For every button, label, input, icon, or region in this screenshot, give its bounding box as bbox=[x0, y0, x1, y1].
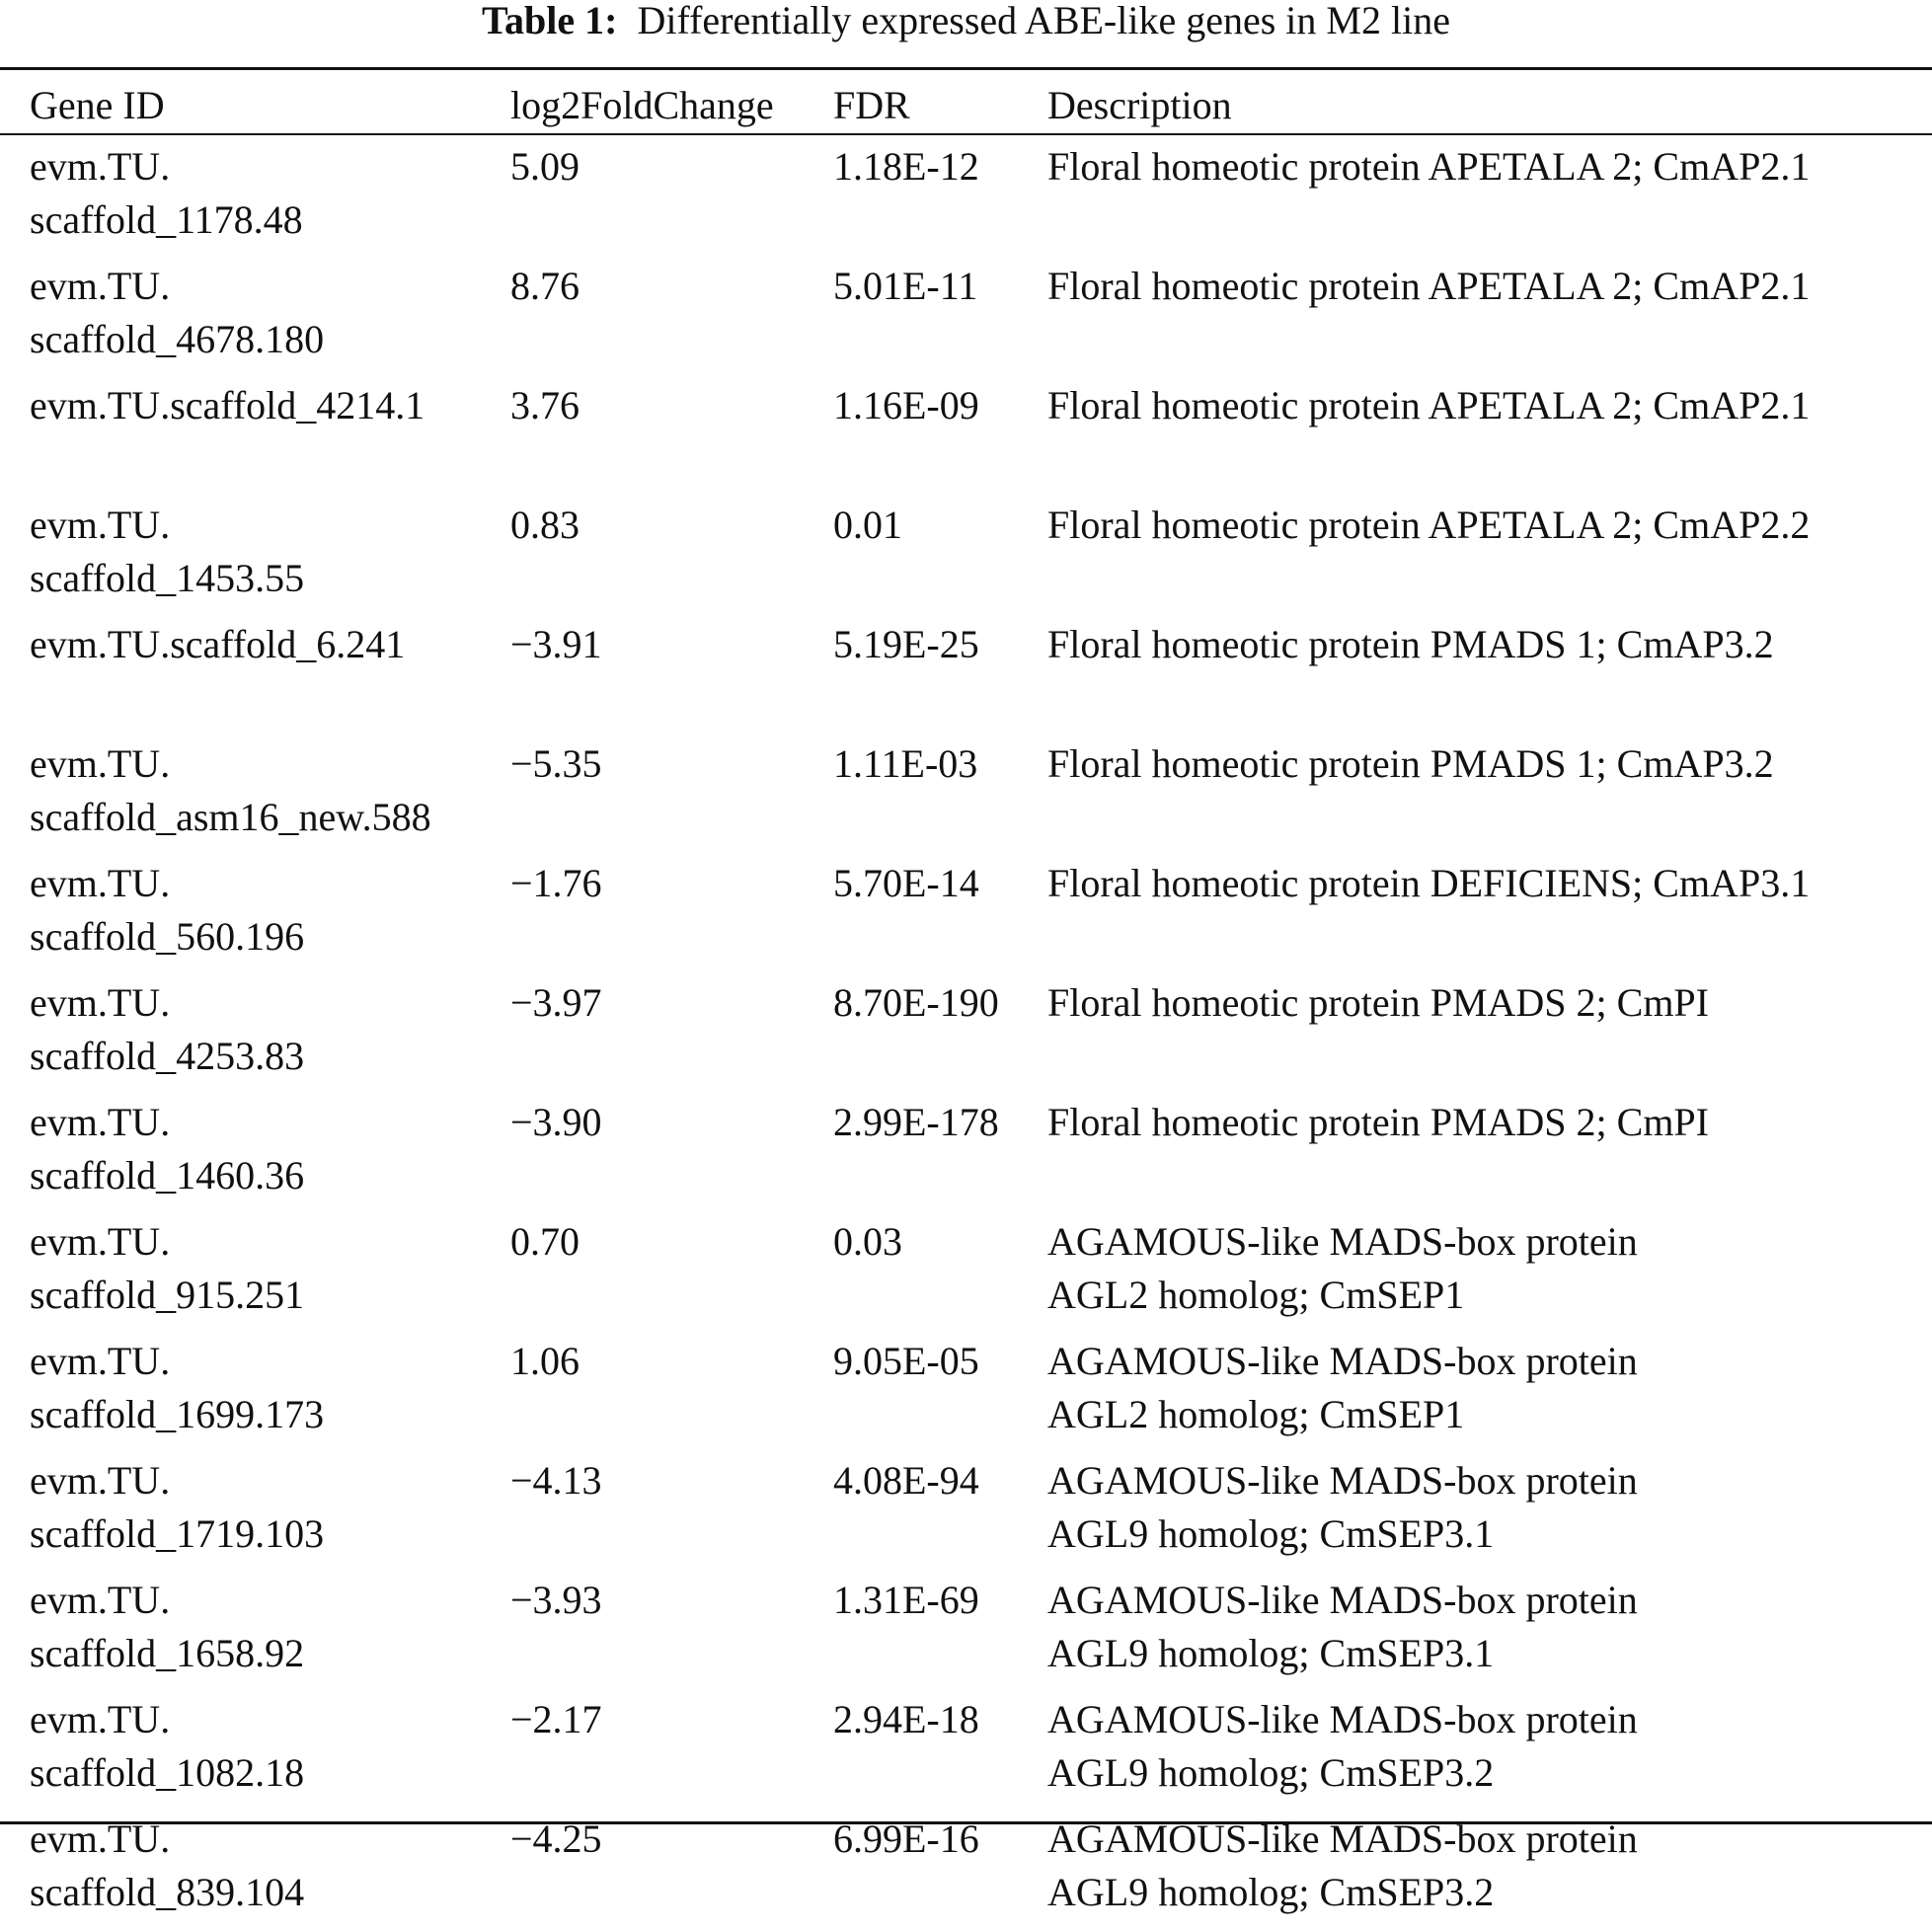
cell-gene-id bbox=[30, 857, 510, 976]
gene-id-line: scaffold_4678.180 bbox=[30, 317, 325, 361]
table-caption-text: Differentially expressed ABE-like genes in M2 line bbox=[637, 0, 1450, 42]
cell-description bbox=[1047, 140, 1925, 260]
cell-description bbox=[1047, 1454, 1925, 1574]
gene-id-line: evm.TU. bbox=[30, 1458, 171, 1503]
gene-id-line: evm.TU. bbox=[30, 1816, 171, 1861]
description-line: AGL9 homolog; CmSEP3.2 bbox=[1047, 1750, 1495, 1795]
cell-fdr: 4.08E-94 bbox=[833, 1458, 979, 1503]
cell-fdr: 1.11E-03 bbox=[833, 741, 978, 786]
cell-fdr: 0.01 bbox=[833, 502, 902, 547]
table-row bbox=[30, 1335, 1925, 1454]
cell-gene-id bbox=[30, 379, 510, 499]
description-line: Floral homeotic protein PMADS 2; CmPI bbox=[1047, 1100, 1709, 1144]
gene-id-line: evm.TU.scaffold_4214.1 bbox=[30, 383, 425, 427]
description-line: AGAMOUS-like MADS-box protein bbox=[1047, 1816, 1638, 1861]
cell-fdr: 8.70E-190 bbox=[833, 980, 999, 1025]
cell-gene-id bbox=[30, 140, 510, 260]
gene-id-line: scaffold_1699.173 bbox=[30, 1392, 325, 1436]
cell-fdr: 9.05E-05 bbox=[833, 1339, 979, 1383]
gene-id-line: evm.TU. bbox=[30, 741, 171, 786]
description-line: Floral homeotic protein PMADS 1; CmAP3.2 bbox=[1047, 622, 1774, 666]
cell-fdr: 0.03 bbox=[833, 1219, 902, 1264]
cell-log2foldchange: −1.76 bbox=[510, 861, 602, 905]
gene-id-line: scaffold_4253.83 bbox=[30, 1034, 305, 1078]
gene-id-line: evm.TU. bbox=[30, 1219, 171, 1264]
gene-id-line: evm.TU. bbox=[30, 1697, 171, 1741]
gene-id-line: scaffold_1178.48 bbox=[30, 197, 303, 242]
description-line: AGAMOUS-like MADS-box protein bbox=[1047, 1578, 1638, 1622]
table-row bbox=[30, 737, 1925, 857]
table-header-row bbox=[30, 79, 1925, 140]
gene-id-line: scaffold_asm16_new.588 bbox=[30, 795, 431, 839]
cell-description bbox=[1047, 1096, 1925, 1215]
column-header-log2foldchange: log2FoldChange bbox=[510, 83, 774, 127]
cell-log2foldchange: 0.70 bbox=[510, 1219, 580, 1264]
cell-description bbox=[1047, 857, 1925, 976]
cell-log2foldchange: −3.93 bbox=[510, 1578, 602, 1622]
cell-gene-id bbox=[30, 1454, 510, 1574]
cell-log2foldchange: −2.17 bbox=[510, 1697, 602, 1741]
cell-log2foldchange: −4.13 bbox=[510, 1458, 602, 1503]
cell-fdr: 1.18E-12 bbox=[833, 144, 979, 189]
cell-fdr: 1.31E-69 bbox=[833, 1578, 979, 1622]
description-line: AGL9 homolog; CmSEP3.1 bbox=[1047, 1631, 1495, 1675]
cell-fdr: 5.70E-14 bbox=[833, 861, 979, 905]
description-line: AGL2 homolog; CmSEP1 bbox=[1047, 1392, 1465, 1436]
cell-log2foldchange: −5.35 bbox=[510, 741, 602, 786]
gene-id-line: evm.TU. bbox=[30, 980, 171, 1025]
table-row bbox=[30, 1693, 1925, 1813]
table-row bbox=[30, 260, 1925, 379]
cell-log2foldchange: −3.90 bbox=[510, 1100, 602, 1144]
cell-description bbox=[1047, 618, 1925, 737]
table-row bbox=[30, 1215, 1925, 1335]
gene-id-line: scaffold_915.251 bbox=[30, 1273, 305, 1317]
gene-id-line: scaffold_839.104 bbox=[30, 1870, 305, 1914]
cell-gene-id bbox=[30, 1215, 510, 1335]
cell-gene-id bbox=[30, 1813, 510, 1932]
table-row bbox=[30, 857, 1925, 976]
cell-gene-id bbox=[30, 1693, 510, 1813]
cell-gene-id bbox=[30, 1574, 510, 1693]
description-line: AGL2 homolog; CmSEP1 bbox=[1047, 1273, 1465, 1317]
cell-description bbox=[1047, 1693, 1925, 1813]
description-line: AGAMOUS-like MADS-box protein bbox=[1047, 1339, 1638, 1383]
gene-id-line: evm.TU. bbox=[30, 1578, 171, 1622]
cell-fdr: 6.99E-16 bbox=[833, 1816, 979, 1861]
cell-description bbox=[1047, 1574, 1925, 1693]
cell-log2foldchange: −3.91 bbox=[510, 622, 602, 666]
gene-id-line: evm.TU.scaffold_6.241 bbox=[30, 622, 406, 666]
gene-id-line: scaffold_1719.103 bbox=[30, 1511, 325, 1556]
description-line: AGL9 homolog; CmSEP3.2 bbox=[1047, 1870, 1495, 1914]
description-line: Floral homeotic protein APETALA 2; CmAP2.1 bbox=[1047, 144, 1811, 189]
description-line: Floral homeotic protein DEFICIENS; CmAP3.1 bbox=[1047, 861, 1811, 905]
table-row bbox=[30, 1454, 1925, 1574]
cell-description bbox=[1047, 737, 1925, 857]
gene-id-line: evm.TU. bbox=[30, 1100, 171, 1144]
table-row bbox=[30, 618, 1925, 737]
cell-description bbox=[1047, 976, 1925, 1096]
description-line: Floral homeotic protein APETALA 2; CmAP2.1 bbox=[1047, 264, 1811, 308]
description-line: AGL9 homolog; CmSEP3.1 bbox=[1047, 1511, 1495, 1556]
gene-id-line: scaffold_560.196 bbox=[30, 914, 305, 959]
cell-description bbox=[1047, 1335, 1925, 1454]
cell-log2foldchange: 8.76 bbox=[510, 264, 580, 308]
table-row bbox=[30, 1574, 1925, 1693]
cell-log2foldchange: −3.97 bbox=[510, 980, 602, 1025]
cell-description bbox=[1047, 379, 1925, 499]
gene-id-line: evm.TU. bbox=[30, 1339, 171, 1383]
table-caption bbox=[0, 0, 1932, 45]
cell-description bbox=[1047, 260, 1925, 379]
column-header-fdr: FDR bbox=[833, 83, 910, 127]
cell-gene-id bbox=[30, 260, 510, 379]
cell-log2foldchange: −4.25 bbox=[510, 1816, 602, 1861]
gene-id-line: evm.TU. bbox=[30, 861, 171, 905]
table-row bbox=[30, 1096, 1925, 1215]
cell-log2foldchange: 1.06 bbox=[510, 1339, 580, 1383]
cell-description bbox=[1047, 1813, 1925, 1932]
description-line: Floral homeotic protein APETALA 2; CmAP2.1 bbox=[1047, 383, 1811, 427]
gene-expression-table bbox=[30, 79, 1925, 1932]
cell-gene-id bbox=[30, 1096, 510, 1215]
description-line: Floral homeotic protein PMADS 1; CmAP3.2 bbox=[1047, 741, 1774, 786]
column-header-gene-id: Gene ID bbox=[30, 83, 165, 127]
gene-id-line: evm.TU. bbox=[30, 144, 171, 189]
cell-fdr: 5.01E-11 bbox=[833, 264, 978, 308]
gene-id-line: scaffold_1658.92 bbox=[30, 1631, 305, 1675]
column-header-description: Description bbox=[1047, 83, 1232, 127]
gene-id-line: scaffold_1453.55 bbox=[30, 556, 305, 600]
description-line: AGAMOUS-like MADS-box protein bbox=[1047, 1219, 1638, 1264]
cell-gene-id bbox=[30, 976, 510, 1096]
description-line: Floral homeotic protein PMADS 2; CmPI bbox=[1047, 980, 1709, 1025]
cell-log2foldchange: 3.76 bbox=[510, 383, 580, 427]
table-caption-label: Table 1: bbox=[482, 0, 618, 42]
cell-description bbox=[1047, 499, 1925, 618]
table-row bbox=[30, 1813, 1925, 1932]
cell-gene-id bbox=[30, 737, 510, 857]
table-row bbox=[30, 379, 1925, 499]
cell-log2foldchange: 0.83 bbox=[510, 502, 580, 547]
cell-gene-id bbox=[30, 1335, 510, 1454]
gene-id-line: scaffold_1460.36 bbox=[30, 1153, 305, 1198]
cell-fdr: 5.19E-25 bbox=[833, 622, 979, 666]
description-line: AGAMOUS-like MADS-box protein bbox=[1047, 1697, 1638, 1741]
cell-description bbox=[1047, 1215, 1925, 1335]
gene-id-line: scaffold_1082.18 bbox=[30, 1750, 305, 1795]
table-body bbox=[30, 140, 1925, 1932]
description-line: Floral homeotic protein APETALA 2; CmAP2.2 bbox=[1047, 502, 1811, 547]
cell-fdr: 2.94E-18 bbox=[833, 1697, 979, 1741]
table-row bbox=[30, 499, 1925, 618]
cell-fdr: 2.99E-178 bbox=[833, 1100, 999, 1144]
gene-id-line: evm.TU. bbox=[30, 264, 171, 308]
cell-fdr: 1.16E-09 bbox=[833, 383, 979, 427]
gene-id-line: evm.TU. bbox=[30, 502, 171, 547]
table-row bbox=[30, 140, 1925, 260]
cell-gene-id bbox=[30, 618, 510, 737]
description-line: AGAMOUS-like MADS-box protein bbox=[1047, 1458, 1638, 1503]
table-top-rule bbox=[0, 67, 1932, 70]
cell-gene-id bbox=[30, 499, 510, 618]
cell-log2foldchange: 5.09 bbox=[510, 144, 580, 189]
table-row bbox=[30, 976, 1925, 1096]
